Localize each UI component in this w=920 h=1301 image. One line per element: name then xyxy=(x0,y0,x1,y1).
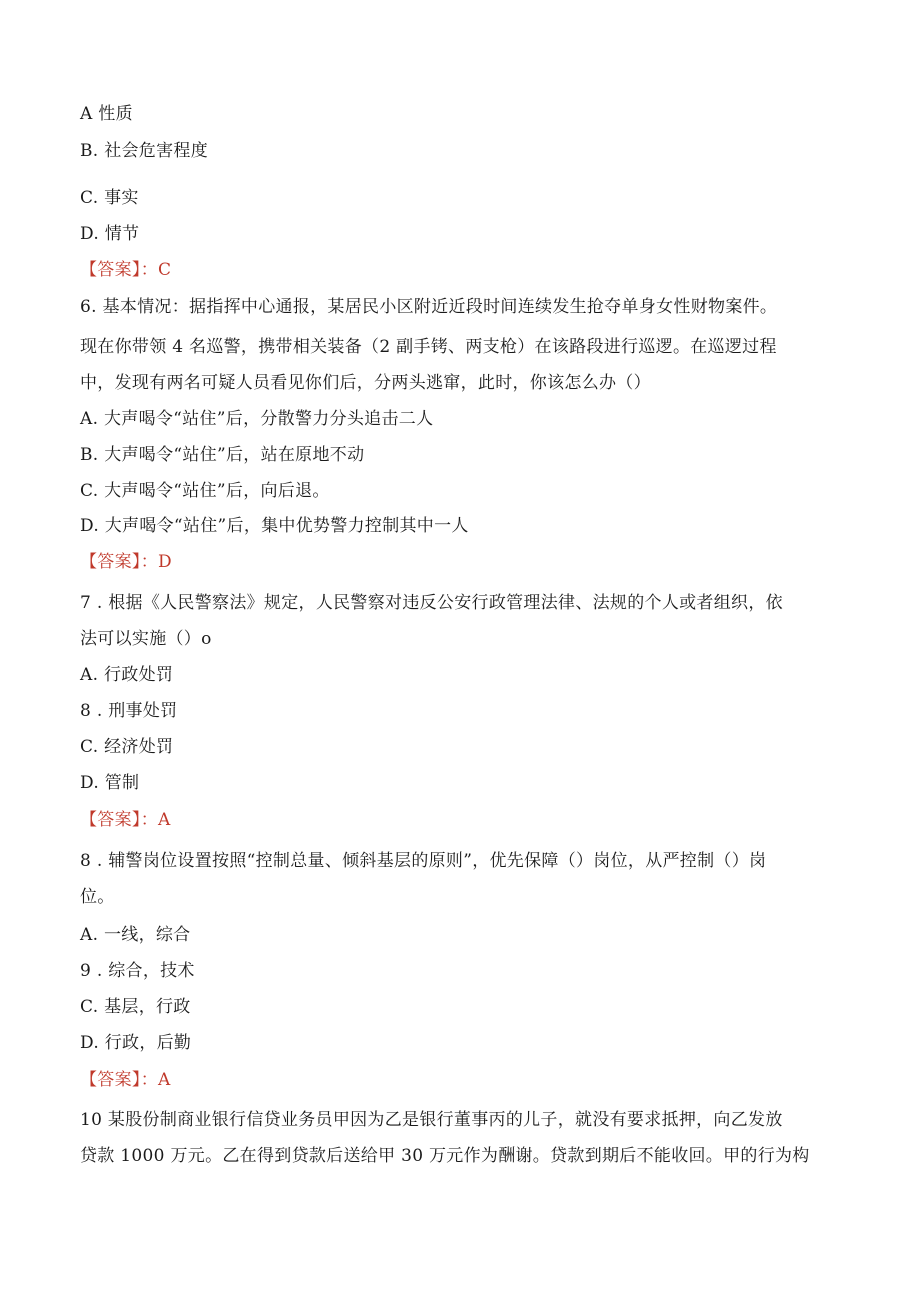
answer-label: 【答案】：A xyxy=(80,810,171,830)
option-c: C. 大声喝令“站住”后，向后退。 xyxy=(80,481,330,501)
option-a: A 性质 xyxy=(80,104,133,124)
answer-label: 【答案】：A xyxy=(80,1070,171,1090)
option-a: A. 一线，综合 xyxy=(80,925,191,945)
option-a: A. 大声喝令“站住”后，分散警力分头追击二人 xyxy=(80,409,434,429)
option-b: 9 . 综合，技术 xyxy=(80,961,195,981)
option-d: D. 大声喝令“站住”后，集中优势警力控制其中一人 xyxy=(80,516,469,536)
question-text: 7 . 根据《人民警察法》规定，人民警察对违反公安行政管理法律、法规的个人或者组织，依 xyxy=(80,593,783,613)
option-b: 8 . 刑事处罚 xyxy=(80,701,178,721)
option-a: A. 行政处罚 xyxy=(80,665,174,685)
question-text: 8 . 辅警岗位设置按照“控制总量、倾斜基层的原则”，优先保障（）岗位，从严控制（）岗 xyxy=(80,851,767,871)
question-text: 法可以实施（）o xyxy=(80,629,212,649)
answer-label: 【答案】：C xyxy=(80,260,172,280)
option-d: D. 情节 xyxy=(80,224,140,244)
option-d: D. 管制 xyxy=(80,773,140,793)
option-d: D. 行政，后勤 xyxy=(80,1033,192,1053)
option-b: B. 社会危害程度 xyxy=(80,141,208,161)
question-text: 6. 基本情况：据指挥中心通报，某居民小区附近近段时间连续发生抢夺单身女性财物案件。 xyxy=(80,297,778,317)
question-text: 贷款 1000 万元。乙在得到贷款后送给甲 30 万元作为酬谢。贷款到期后不能收回。甲的行为构 xyxy=(80,1146,810,1166)
option-c: C. 经济处罚 xyxy=(80,737,174,757)
option-c: C. 事实 xyxy=(80,188,139,208)
question-text: 10 某股份制商业银行信贷业务员甲因为乙是银行董事丙的儿子，就没有要求抵押，向乙发放 xyxy=(80,1110,783,1130)
option-b: B. 大声喝令“站住”后，站在原地不动 xyxy=(80,445,365,465)
question-text: 位。 xyxy=(80,887,115,907)
question-text: 中，发现有两名可疑人员看见你们后，分两头逃窜，此时，你该怎么办（） xyxy=(80,373,651,393)
option-c: C. 基层，行政 xyxy=(80,997,191,1017)
answer-label: 【答案】：D xyxy=(80,552,172,572)
question-text: 现在你带领 4 名巡警，携带相关装备（2 副手铐、两支枪）在该路段进行巡逻。在巡逻过程 xyxy=(80,337,777,357)
